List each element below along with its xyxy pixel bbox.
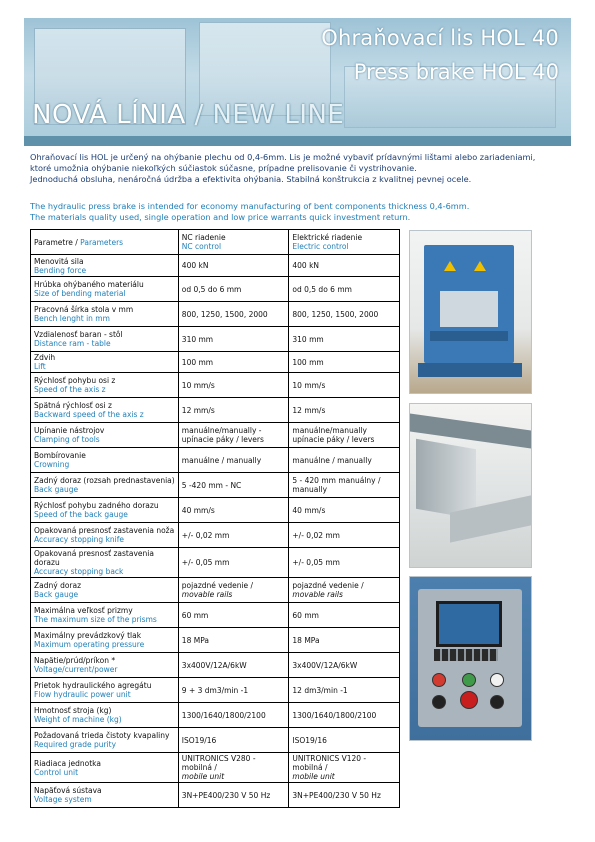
electric-value-cell: [289, 753, 400, 783]
parameter-name-en: Distance ram - table: [34, 339, 111, 348]
parameter-cell: [31, 578, 179, 603]
nc-value: +/- 0,02 mm: [181, 530, 230, 540]
intro-line: Ohraňovací lis HOL je určený na ohýbanie plechu od 0,4-6mm. Lis je možné vybaviť prídavnými lištami alebo zariadeniami,: [30, 152, 536, 162]
table-row: [31, 327, 400, 352]
el-value-en: movable rails: [292, 590, 343, 599]
parameter-name-en: Clamping of tools: [34, 435, 100, 444]
electric-value-cell: [289, 578, 400, 603]
parameter-name-en: Back gauge: [34, 590, 79, 599]
el-value: 60 mm: [292, 610, 319, 620]
parameter-name-sk: Rýchlosť pohybu osi z: [34, 376, 116, 385]
intro-line: Jednoduchá obsluha, nenáročná údržba a efektivita ohýbania. Stabilná konštrukcia z kvalitnej pevnej ocele.: [30, 174, 472, 184]
tooling-photo: [409, 403, 532, 568]
nc-value-cell: [178, 628, 289, 653]
el-value: 310 mm: [292, 334, 324, 344]
table-row: [31, 255, 400, 277]
banner-bottom-bar: [24, 136, 571, 146]
electric-value-cell: [289, 703, 400, 728]
warning-icon: [474, 261, 486, 271]
parameter-name-sk: Rýchlosť pohybu zadného dorazu: [34, 501, 159, 510]
table-row: [31, 678, 400, 703]
parameter-name-sk: Maximálny prevádzkový tlak: [34, 631, 142, 640]
nc-value: 400 kN: [181, 261, 209, 270]
nc-value-cell: [178, 448, 289, 473]
parameter-name-sk: Prietok hydraulického agregátu: [34, 681, 152, 690]
table-row: [31, 703, 400, 728]
parameter-name-en: Speed of the axis z: [34, 385, 106, 394]
header-banner: [24, 18, 571, 146]
press-frame-shape: [424, 245, 514, 363]
parameter-name-en: Accuracy stopping knife: [34, 535, 124, 544]
parameter-name-en: Crowning: [34, 460, 70, 469]
nc-value-cell: [178, 352, 289, 373]
parameter-cell: [31, 473, 179, 498]
parameter-name-sk: Bombírovanie: [34, 451, 86, 460]
electric-value-cell: [289, 678, 400, 703]
nc-value: +/- 0,05 mm: [181, 558, 230, 567]
nc-value-cell: [178, 603, 289, 628]
header-cell-electric: [289, 230, 400, 255]
parameter-cell: [31, 603, 179, 628]
table-row: [31, 753, 400, 783]
el-value: 40 mm/s: [292, 505, 326, 515]
parameter-name-en: Voltage system: [34, 795, 92, 804]
press-base-shape: [418, 363, 522, 377]
nc-value-cell: [178, 653, 289, 678]
nc-value-cell: [178, 703, 289, 728]
table-row: [31, 603, 400, 628]
table-header-row: [31, 230, 400, 255]
parameter-name-sk: Opakovaná presnosť zastavenia noža: [34, 526, 175, 535]
emergency-stop-icon: [460, 691, 478, 709]
nc-value-cell: [178, 678, 289, 703]
nc-value: 3x400V/12A/6kW: [181, 660, 247, 670]
el-value: 100 mm: [292, 357, 324, 367]
parameter-name-en: Bending force: [34, 265, 87, 275]
table-row: [31, 352, 400, 373]
nc-value: 310 mm: [181, 334, 214, 344]
parameter-name-sk: Spätná rýchlosť osi z: [34, 401, 112, 410]
parameter-name-en: Maximum operating pressure: [34, 640, 145, 649]
nc-value-cell: [178, 548, 289, 578]
parameter-name-sk: Požadovaná trieda čistoty kvapaliny: [34, 731, 170, 740]
parameter-name-en: Control unit: [34, 767, 79, 777]
nc-value-cell: [178, 398, 289, 423]
el-value: 18 MPa: [292, 635, 320, 645]
el-label-en: Electric control: [292, 242, 349, 251]
el-value: 400 kN: [292, 261, 320, 270]
parameter-cell: [31, 448, 179, 473]
el-value: ISO19/16: [292, 735, 327, 745]
parameter-name-sk: Zadný doraz (rozsah prednastavenia): [34, 476, 175, 485]
product-title-sk: Ohraňovací lis HOL 40: [321, 26, 559, 50]
nc-value: ISO19/16: [181, 735, 217, 745]
nc-value-cell: [178, 302, 289, 327]
electric-value-cell: [289, 783, 400, 808]
table-row: [31, 423, 400, 448]
product-title-en: Press brake HOL 40: [353, 60, 559, 84]
electric-value-cell: [289, 373, 400, 398]
table-row: [31, 628, 400, 653]
new-line-en: NEW LINE: [212, 100, 345, 130]
parameter-name-sk: Hmotnosť stroja (kg): [34, 706, 112, 715]
new-line-separator: /: [194, 100, 204, 130]
nc-value: manuálne / manually: [181, 455, 262, 465]
parameter-name-sk: Vzdialenosť baran - stôl: [34, 330, 123, 339]
nc-value: 40 mm/s: [181, 505, 215, 515]
parameter-name-en: The maximum size of the prisms: [34, 615, 157, 624]
parameter-name-sk: Napätie/prúd/príkon *: [34, 656, 116, 665]
parameter-name-en: Weight of machine (kg): [34, 715, 122, 724]
param-label-sep: /: [72, 237, 81, 247]
nc-value-cell: [178, 473, 289, 498]
parameter-name-sk: Hrúbka ohýbaného materiálu: [34, 280, 144, 289]
nc-value: 100 mm: [181, 357, 214, 367]
nc-value-cell: [178, 373, 289, 398]
header-cell-nc: [178, 230, 289, 255]
nc-value-cell: [178, 498, 289, 523]
nc-value: 9 + 3 dm3/min -1: [181, 685, 249, 695]
electric-value-cell: [289, 302, 400, 327]
nc-value: 12 mm/s: [181, 405, 215, 415]
nc-value-cell: [178, 255, 289, 277]
parameter-cell: [31, 783, 179, 808]
parameter-name-en: Size of bending material: [34, 289, 126, 298]
electric-value-cell: [289, 327, 400, 352]
electric-value-cell: [289, 398, 400, 423]
nc-value-cell: [178, 578, 289, 603]
nc-value-en: movable rails: [181, 590, 233, 599]
table-row: [31, 398, 400, 423]
el-value-sk: UNITRONICS V120 - mobilná /: [292, 754, 367, 772]
parameter-name-sk: Maximálna veľkosť prizmy: [34, 606, 133, 615]
electric-value-cell: [289, 728, 400, 753]
selector-switch-icon: [490, 695, 504, 709]
el-value: 12 dm3/min -1: [292, 685, 348, 695]
parameter-cell: [31, 703, 179, 728]
parameter-cell: [31, 678, 179, 703]
control-panel-photo: [409, 576, 532, 741]
el-value: +/- 0,02 mm: [292, 530, 340, 540]
nc-label-sk: NC riadenie: [181, 233, 226, 242]
electric-value-cell: [289, 603, 400, 628]
el-value-en: mobile unit: [292, 772, 335, 781]
el-value: +/- 0,05 mm: [292, 558, 340, 567]
parameter-name-sk: Pracovná šírka stola v mm: [34, 305, 134, 314]
nc-value: 5 -420 mm - NC: [181, 480, 242, 490]
table-row: [31, 653, 400, 678]
el-label-sk: Elektrické riadenie: [292, 233, 363, 242]
red-button-icon: [432, 673, 446, 687]
table-row: [31, 448, 400, 473]
table-row: [31, 373, 400, 398]
parameter-name-sk: Opakovaná presnosť zastavenia dorazu: [34, 549, 154, 567]
nc-value-cell: [178, 327, 289, 352]
parameter-cell: [31, 753, 179, 783]
parameter-name-sk: Upínanie nástrojov: [34, 426, 105, 435]
parameter-name-en: Required grade purity: [34, 740, 117, 749]
el-value: 1300/1640/1800/2100: [292, 710, 377, 720]
parameter-cell: [31, 255, 179, 277]
electric-value-cell: [289, 498, 400, 523]
table-row: [31, 473, 400, 498]
table-row: [31, 302, 400, 327]
param-label-en: Parameters: [80, 237, 124, 247]
electric-value-cell: [289, 653, 400, 678]
parameter-cell: [31, 398, 179, 423]
panel-keypad-shape: [434, 649, 498, 661]
table-row: [31, 578, 400, 603]
el-value: 12 mm/s: [292, 405, 326, 415]
el-value: 3N+PE400/230 V 50 Hz: [292, 790, 381, 800]
tool-beam-shape: [416, 439, 476, 520]
nc-value-cell: [178, 423, 289, 448]
nc-value-cell: [178, 523, 289, 548]
parameter-cell: [31, 628, 179, 653]
press-bed-shape: [430, 331, 508, 341]
electric-value-cell: [289, 448, 400, 473]
parameter-name-en: Speed of the back gauge: [34, 510, 128, 519]
electric-value-cell: [289, 277, 400, 302]
nc-value: 10 mm/s: [181, 380, 215, 390]
electric-value-cell: [289, 255, 400, 277]
table-row: [31, 728, 400, 753]
parameter-name-en: Accuracy stopping back: [34, 567, 124, 576]
param-label-sk: Parametre: [34, 237, 73, 247]
nc-value-cell: [178, 728, 289, 753]
parameter-name-sk: Zadný doraz: [34, 581, 82, 590]
intro-text-sk: [30, 152, 550, 185]
parameter-name-en: Back gauge: [34, 485, 79, 494]
white-button-icon: [490, 673, 504, 687]
nc-value: 800, 1250, 1500, 2000: [181, 309, 268, 319]
parameter-cell: [31, 728, 179, 753]
parameter-name-en: Bench lenght in mm: [34, 314, 110, 323]
parameter-name-en: Voltage/current/power: [34, 665, 118, 674]
new-line-title: [32, 100, 344, 130]
el-value: od 0,5 do 6 mm: [292, 284, 352, 294]
specification-table: [30, 229, 400, 808]
parameter-cell: [31, 498, 179, 523]
table-row: [31, 548, 400, 578]
electric-value-cell: [289, 548, 400, 578]
press-window-shape: [440, 291, 498, 327]
nc-label-en: NC control: [181, 242, 222, 251]
parameter-cell: [31, 302, 179, 327]
electric-value-cell: [289, 523, 400, 548]
nc-value: 3N+PE400/230 V 50 Hz: [181, 790, 271, 800]
intro-text-en: [30, 201, 550, 223]
parameter-name-sk: Riadiaca jednotka: [34, 758, 101, 768]
green-button-icon: [462, 673, 476, 687]
nc-value: 60 mm: [181, 610, 209, 620]
nc-value-cell: [178, 783, 289, 808]
selector-switch-icon: [432, 695, 446, 709]
el-value: manuálne / manually: [292, 455, 372, 465]
parameter-cell: [31, 352, 179, 373]
table-row: [31, 783, 400, 808]
nc-value-cell: [178, 753, 289, 783]
parameter-name-en: Flow hydraulic power unit: [34, 690, 131, 699]
nc-value: 18 MPa: [181, 635, 209, 645]
el-value-sk: pojazdné vedenie /: [292, 581, 364, 590]
nc-value-cell: [178, 277, 289, 302]
new-line-sk: NOVÁ LÍNIA: [32, 100, 186, 130]
nc-value: od 0,5 do 6 mm: [181, 284, 242, 294]
parameter-name-sk: Zdvih: [34, 353, 56, 362]
nc-value-en: mobile unit: [181, 772, 225, 781]
electric-value-cell: [289, 352, 400, 373]
el-value: 800, 1250, 1500, 2000: [292, 309, 379, 319]
parameter-name-sk: Napäťová sústava: [34, 786, 102, 795]
el-value: 5 - 420 mm manuálny / manually: [292, 476, 381, 494]
parameter-name-en: Backward speed of the axis z: [34, 410, 144, 419]
electric-value-cell: [289, 473, 400, 498]
parameter-name-en: Lift: [34, 362, 46, 371]
el-value: 3x400V/12A/6kW: [292, 660, 358, 670]
header-cell-parameters: [31, 230, 179, 255]
nc-value: 1300/1640/1800/2100: [181, 710, 266, 720]
panel-screen-shape: [436, 601, 502, 647]
parameter-cell: [31, 653, 179, 678]
intro-line: The hydraulic press brake is intended for economy manufacturing of bent components thickness 0,4-6mm.: [30, 201, 470, 211]
table-row: [31, 498, 400, 523]
parameter-cell: [31, 327, 179, 352]
electric-value-cell: [289, 423, 400, 448]
parameter-cell: [31, 373, 179, 398]
nc-value-sk: UNITRONICS V280 - mobilná /: [181, 754, 256, 772]
table-row: [31, 277, 400, 302]
parameter-cell: [31, 277, 179, 302]
table-row: [31, 523, 400, 548]
nc-value-sk: pojazdné vedenie /: [181, 581, 254, 590]
nc-value: manuálne/manually - upínacie páky / levers: [181, 426, 264, 444]
parameter-cell: [31, 523, 179, 548]
el-value: manuálne/manually upínacie páky / levers: [292, 426, 375, 444]
parameter-cell: [31, 423, 179, 448]
warning-icon: [444, 261, 456, 271]
parameter-cell: [31, 548, 179, 578]
intro-line: ktoré umožnia ohýbanie niekoľkých súčiastok súčasne, prípadne prelisovanie či vystrihovanie.: [30, 163, 417, 173]
intro-line: The materials quality used, single operation and low price warrants quick investment return.: [30, 212, 411, 222]
press-brake-photo: [409, 230, 532, 394]
parameter-name-sk: Menovitá sila: [34, 256, 84, 266]
el-value: 10 mm/s: [292, 380, 326, 390]
electric-value-cell: [289, 628, 400, 653]
